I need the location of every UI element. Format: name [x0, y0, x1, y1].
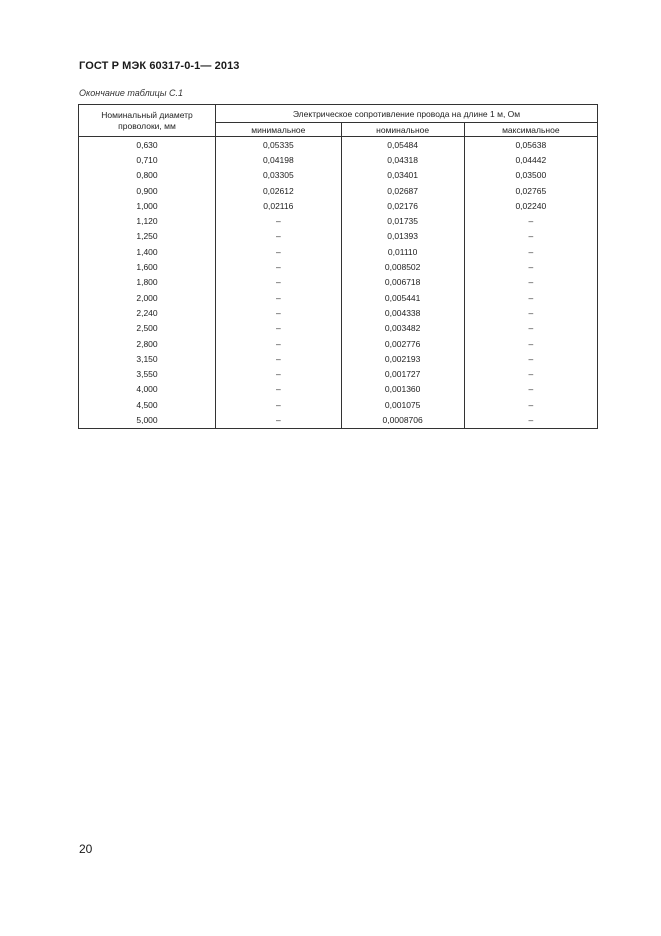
table-row: [79, 168, 598, 183]
max-resistance-cell: 0,03500: [464, 168, 597, 183]
table-row: [79, 275, 598, 290]
diameter-cell: 0,630: [79, 137, 216, 153]
max-resistance-cell: 0,02240: [464, 198, 597, 213]
page-number: 20: [79, 842, 93, 856]
table-row: [79, 259, 598, 274]
table-row: [79, 351, 598, 366]
max-resistance-cell: 0,04442: [464, 152, 597, 167]
nominal-resistance-cell: 0,004338: [341, 305, 464, 320]
nominal-resistance-cell: 0,02176: [341, 198, 464, 213]
diameter-cell: 4,000: [79, 382, 216, 397]
table-row: [79, 382, 598, 397]
min-resistance-cell: 0,02116: [216, 198, 342, 213]
max-resistance-cell: –: [464, 244, 597, 259]
table-caption: Окончание таблицы С.1: [79, 88, 183, 98]
max-resistance-cell: 0,02765: [464, 183, 597, 198]
nominal-resistance-cell: 0,008502: [341, 259, 464, 274]
document-header: ГОСТ Р МЭК 60317-0-1— 2013: [79, 60, 240, 72]
diameter-cell: 1,250: [79, 229, 216, 244]
nominal-resistance-cell: 0,05484: [341, 137, 464, 153]
diameter-cell: 4,500: [79, 397, 216, 412]
max-resistance-cell: –: [464, 305, 597, 320]
min-resistance-cell: –: [216, 213, 342, 228]
nominal-resistance-cell: 0,0008706: [341, 412, 464, 428]
min-resistance-cell: 0,05335: [216, 137, 342, 153]
table-row: [79, 290, 598, 305]
diameter-cell: 2,800: [79, 336, 216, 351]
nominal-resistance-cell: 0,03401: [341, 168, 464, 183]
min-resistance-cell: –: [216, 321, 342, 336]
nominal-resistance-cell: 0,006718: [341, 275, 464, 290]
nominal-resistance-cell: 0,002776: [341, 336, 464, 351]
table-row: [79, 213, 598, 228]
diameter-column-header: Номинальный диаметр проволоки, мм: [79, 105, 216, 137]
nominal-resistance-cell: 0,02687: [341, 183, 464, 198]
table-row: [79, 412, 598, 428]
nominal-resistance-cell: 0,01110: [341, 244, 464, 259]
max-resistance-cell: –: [464, 412, 597, 428]
table-row: [79, 321, 598, 336]
max-resistance-cell: –: [464, 321, 597, 336]
nominal-resistance-cell: 0,04318: [341, 152, 464, 167]
min-column-header: минимальное: [216, 123, 342, 137]
table-row: [79, 137, 598, 153]
nominal-resistance-cell: 0,002193: [341, 351, 464, 366]
min-resistance-cell: –: [216, 290, 342, 305]
min-resistance-cell: –: [216, 412, 342, 428]
min-resistance-cell: –: [216, 336, 342, 351]
nominal-resistance-cell: 0,005441: [341, 290, 464, 305]
min-resistance-cell: –: [216, 351, 342, 366]
min-resistance-cell: –: [216, 244, 342, 259]
diameter-cell: 1,000: [79, 198, 216, 213]
table-row: [79, 244, 598, 259]
nominal-column-header: номинальное: [341, 123, 464, 137]
min-resistance-cell: –: [216, 275, 342, 290]
nominal-resistance-cell: 0,001075: [341, 397, 464, 412]
max-resistance-cell: –: [464, 229, 597, 244]
nominal-resistance-cell: 0,001360: [341, 382, 464, 397]
diameter-cell: 2,500: [79, 321, 216, 336]
diameter-cell: 0,800: [79, 168, 216, 183]
diameter-cell: 5,000: [79, 412, 216, 428]
diameter-cell: 3,150: [79, 351, 216, 366]
diameter-cell: 3,550: [79, 366, 216, 381]
max-resistance-cell: –: [464, 259, 597, 274]
min-resistance-cell: –: [216, 259, 342, 274]
diameter-cell: 1,400: [79, 244, 216, 259]
nominal-resistance-cell: 0,01735: [341, 213, 464, 228]
min-resistance-cell: –: [216, 366, 342, 381]
max-resistance-cell: –: [464, 397, 597, 412]
diameter-cell: 0,900: [79, 183, 216, 198]
table-row: [79, 198, 598, 213]
min-resistance-cell: 0,03305: [216, 168, 342, 183]
min-resistance-cell: –: [216, 305, 342, 320]
max-resistance-cell: –: [464, 366, 597, 381]
min-resistance-cell: 0,04198: [216, 152, 342, 167]
min-resistance-cell: –: [216, 397, 342, 412]
resistance-group-header: Электрическое сопротивление провода на длине 1 м, Ом: [216, 105, 598, 123]
diameter-cell: 2,240: [79, 305, 216, 320]
min-resistance-cell: –: [216, 382, 342, 397]
table-row: [79, 229, 598, 244]
max-resistance-cell: –: [464, 351, 597, 366]
max-resistance-cell: –: [464, 275, 597, 290]
nominal-resistance-cell: 0,003482: [341, 321, 464, 336]
table-row: [79, 397, 598, 412]
max-resistance-cell: –: [464, 382, 597, 397]
table-body: [79, 137, 598, 429]
table-row: [79, 305, 598, 320]
table-row: [79, 336, 598, 351]
max-resistance-cell: –: [464, 213, 597, 228]
min-resistance-cell: 0,02612: [216, 183, 342, 198]
diameter-cell: 0,710: [79, 152, 216, 167]
nominal-resistance-cell: 0,01393: [341, 229, 464, 244]
max-resistance-cell: 0,05638: [464, 137, 597, 153]
table-row: [79, 152, 598, 167]
table-row: [79, 366, 598, 381]
resistance-table: [78, 104, 598, 429]
nominal-resistance-cell: 0,001727: [341, 366, 464, 381]
max-resistance-cell: –: [464, 336, 597, 351]
table-row: [79, 183, 598, 198]
diameter-cell: 1,800: [79, 275, 216, 290]
diameter-cell: 2,000: [79, 290, 216, 305]
diameter-cell: 1,120: [79, 213, 216, 228]
diameter-cell: 1,600: [79, 259, 216, 274]
max-resistance-cell: –: [464, 290, 597, 305]
min-resistance-cell: –: [216, 229, 342, 244]
max-column-header: максимальное: [464, 123, 597, 137]
